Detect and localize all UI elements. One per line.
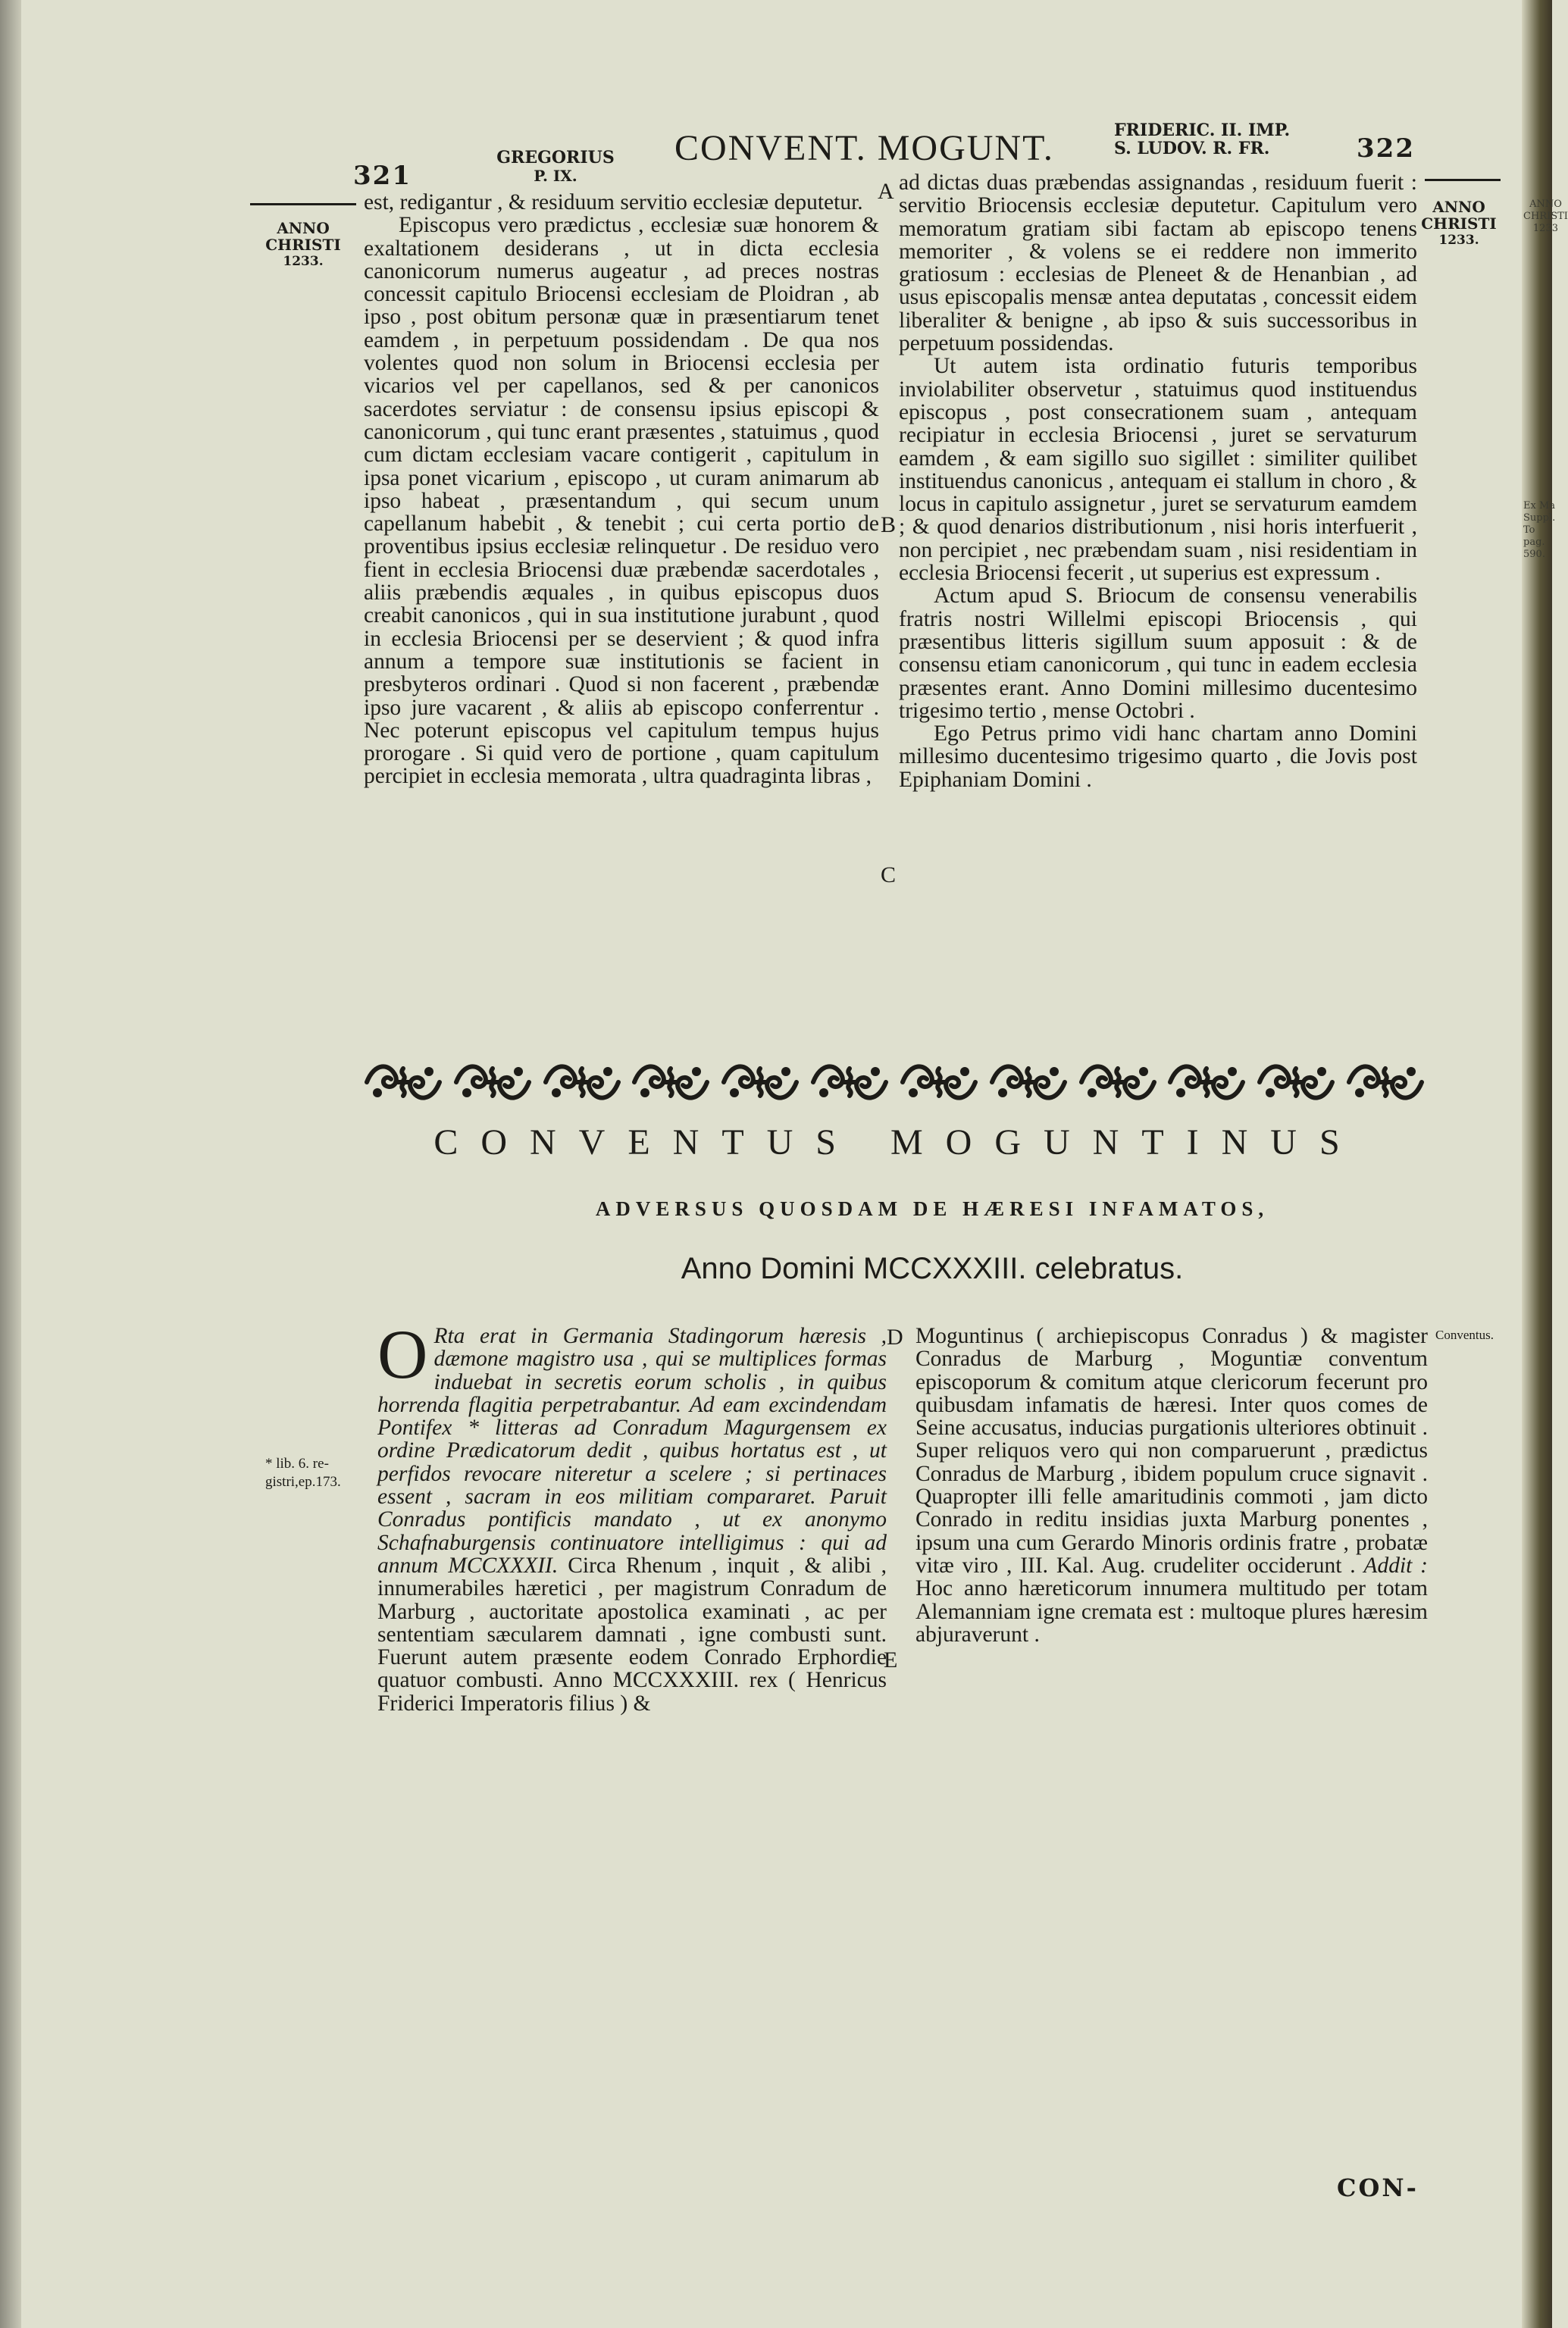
- page-number-left: 321: [353, 161, 412, 191]
- right-paragraph-4: Ego Petrus primo vidi hanc chartam anno Domini millesimo ducentesimo trigesimo quarto , die Jovis post Epiphaniam Domini .: [899, 721, 1417, 792]
- right-paragraph-1: ad dictas duas præbendas assignandas , residuum fuerit : servitio Briocensis ecclesiæ deputetur. Capitulum vero memoratum gratiam sibi factam ab episcopo tenens memoriter , & volens se ei reddere non immerito gratiosum : ecclesias de Pleneet & de Henanbian , ad usus episcopalis mensæ antea deputatas , concessit eidem liberaliter & benigne , ab ipso & suis successoribus in perpetuum possidendas.: [899, 171, 1417, 356]
- left-margin-rule: [250, 203, 356, 205]
- anno-christi-left: ANNO CHRISTI 1233.: [265, 219, 341, 269]
- fleuron-ornament: [543, 1058, 621, 1106]
- section-marker-c: C: [881, 862, 897, 887]
- right-column: [899, 171, 1417, 791]
- fleuron-ornament: [721, 1058, 800, 1106]
- header-rulers: FRIDERIC. II. IMP. S. LUDOV. R. FR.: [1114, 120, 1291, 158]
- lower-right-column: [915, 1325, 1428, 1646]
- fleuron-ornament: [631, 1058, 710, 1106]
- council-narrative: Moguntinus ( archiepiscopus Conradus ) & magister Conradus de Marburg , Moguntiæ conventum episcoporum & comitum atque clericorum fecerunt pro quibusdam infamatis de hæresi. Inter quos comes de Seine accusatus, inducias purgationis ulteriores obtinuit . Super reliquos vero qui non comparuerunt , prædictus Conradus de Marburg , ibidem populum cruce signavit . Quapropter illi felle amaritudinis commoti , jam dicto Conrado in reditu insidias juxta Marburg ponentes , ipsum una cum Gerardo Minoris ordinis fratre , probatæ vitæ viro , III. Kal. Aug. crudeliter occiderunt .: [915, 1324, 1428, 1578]
- fleuron-ornament: [900, 1058, 978, 1106]
- section-marker-b: B: [881, 512, 897, 537]
- left-paragraph-2: Episcopus vero prædictus , ecclesiæ suæ honorem & exaltationem desiderans , ut in dicta ecclesia canonicorum numerus augeatur , ad preces nostras concessit capitulo Briocensi ecclesiam de Ploidran , ab ipso , post obitum personæ quæ in præsentiarum tenet eamdem , in perpetuum possidendam . De qua nos volentes quod non solum in Briocensi ecclesia per vicarios vel per capellanos, sed & per canonicos sacerdotes serviatur : de consensu ipsius episcopi & canonicorum , qui tunc erant præsentes , statuimus , quod cum dictam ecclesiam vacare contigerit , capitulum in ipsa ponet vicarium , episcopo , ut curam animarum ab ipso habeat , præsentandum , qui secum unum capellanum habebit , & tenebit ; cui certa portio de proventibus ipsius ecclesiæ relinquetur . De residuo vero fient in ecclesia Briocensi duæ præbendæ sacerdotales , aliis præbendis æquales , in quibus episcopus duos creabit canonicos , qui in sua institutione jurabunt , quod in ecclesia Briocensi per se deservient ; & quod infra annum a tempore suæ institutionis se facient in presbyteros ordinari . Quod si non facerent , præbendæ ipso jure vacarent , & aliis ab episcopo conferrentur . Nec poterunt episcopus vel capitulum tempus hujus prorogare . Si quid vero de portione , quam capitulum percipiet in ecclesia memorata , ultra quadraginta libras ,: [364, 213, 879, 789]
- section-marker-d: D: [887, 1325, 903, 1350]
- facing-page-note: Ex Ma Suppl. To pag. 590.: [1523, 500, 1556, 560]
- running-title: CONVENT. MOGUNT.: [674, 128, 1054, 168]
- council-addition: Hoc anno hæreticorum innumera multitudo per totam Alemanniam igne cremata est : multoque plures hæresim abjuraverunt .: [915, 1576, 1428, 1647]
- page-number-right: 322: [1357, 133, 1415, 164]
- section-marker-e: E: [884, 1647, 898, 1672]
- italic-introduction: Rta erat in Germania Stadingorum hæresis , dæmone magistro usa , qui se multiplices formas induebat in secretis eorum scholis , in quibus horrenda flagitia perpetrabantur. Ad eam excindendam Pontifex * litteras ad Conradum Magurgensem ex ordine Prædicatorum dedit , quibus hortatus est , ut perfidos revocare niteretur a scelere ; si pertinaces essent , sacram in eos militiam compararet. Paruit Conradus pontificis mandato , ut ex anonymo Schafnaburgensis continuatore intelligimus : qui ad annum MCCXXXII.: [377, 1324, 887, 1578]
- right-paragraph-3: Actum apud S. Briocum de consensu venerabilis fratris nostri Willelmi episcopi Briocensis , qui præsentibus litteris sigillum suum apposuit : & de consensu etiam canonicorum , qui tunc in eadem ecclesia præsentes erant. Anno Domini millesimo ducentesimo trigesimo tertio , mense Octobri .: [899, 584, 1417, 723]
- left-paragraph-1: est, redigantur , & residuum servitio ecclesiæ deputetur.: [364, 190, 863, 214]
- fleuron-ornament: [453, 1058, 532, 1106]
- left-column: [364, 191, 879, 788]
- section-marker-a: A: [878, 179, 894, 204]
- fleuron-ornament: [1167, 1058, 1246, 1106]
- addit-label: Addit :: [1363, 1553, 1428, 1578]
- fleuron-ornament: [1078, 1058, 1157, 1106]
- next-page-edge: [1522, 0, 1552, 2328]
- drop-cap: O: [377, 1316, 428, 1393]
- right-margin-rule: [1425, 179, 1501, 181]
- header-pope: GREGORIUS P. IX.: [496, 148, 615, 185]
- chronicle-quotation: Circa Rhenum , inquit , & alibi , innumerabiles hæretici , per magistrum Conradum de Marburg , auctoritate apostolica examinati , ac per sententiam sæcularem damnati , igne combusti sunt. Fuerunt autem præsente eodem Conrado Erphordie quatuor combusti. Anno MCCXXXIII. rex ( Henricus Friderici Imperatoris filius ) &: [377, 1553, 887, 1716]
- fleuron-ornament: [364, 1058, 443, 1106]
- catchword: CON-: [1337, 2173, 1419, 2202]
- right-paragraph-2: Ut autem ista ordinatio futuris temporibus inviolabiliter observetur , statuimus quod instituendus episcopus , post consecrationem suam , antequam recipiatur in ecclesia Briocensi , juret se servaturum eamdem , & eam sigillo suo sigillet : similiter quilibet instituendus canonicus , antequam ei stallum in choro , & locus in capitulo assignetur , juret se servaturum eamdem ; & quod denarios distributionum , nisi horis interfuerit , non percipiet , nec præbendam suam , nisi residentiam in ecclesia Briocensi fecerit , ut superius est expressum .: [899, 354, 1417, 586]
- section-subtitle: ADVERSUS QUOSDAM DE HÆRESI INFAMATOS,: [595, 1197, 1269, 1220]
- section-title: CONVENTUS MOGUNTINUS: [433, 1122, 1363, 1162]
- margin-note-lib: * lib. 6. re- gistri,ep.173.: [265, 1456, 341, 1490]
- section-date: Anno Domini MCCXXXIII. celebratus.: [681, 1252, 1184, 1285]
- fleuron-ornament: [1346, 1058, 1425, 1106]
- anno-christi-right: ANNO CHRISTI 1233.: [1421, 198, 1497, 248]
- fleuron-ornament: [810, 1058, 889, 1106]
- lower-left-column: [377, 1316, 887, 1716]
- margin-note-conventus: Conventus.: [1435, 1328, 1494, 1342]
- book-gutter: [0, 0, 21, 2328]
- facing-page-anno: ANNO CHRISTI 1233: [1523, 199, 1568, 234]
- ornament-band: [364, 1056, 1425, 1109]
- fleuron-ornament: [989, 1058, 1068, 1106]
- fleuron-ornament: [1257, 1058, 1335, 1106]
